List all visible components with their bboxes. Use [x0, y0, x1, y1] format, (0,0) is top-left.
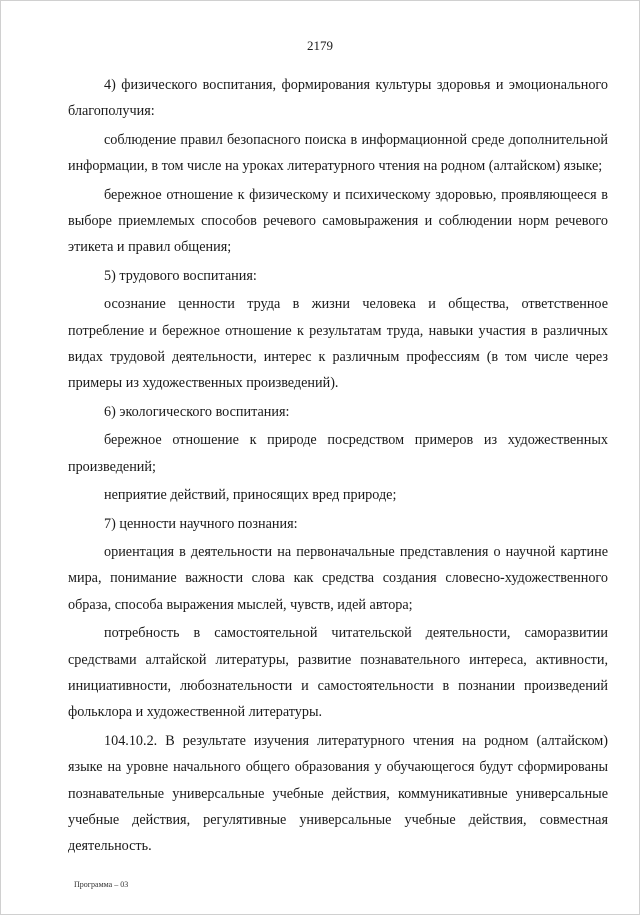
paragraph-physical-education-heading: 4) физического воспитания, формирования культуры здоровья и эмоционального благополучия:: [68, 77, 608, 120]
paragraph-nature-care: бережное отношение к природе посредством примеров из художественных произведений;: [68, 432, 608, 475]
footer-program-label: Программа – 03: [74, 880, 129, 889]
paragraph-no-harm: неприятие действий, приносящих вред природе;: [104, 487, 397, 504]
paragraph-labor-education-heading: 5) трудового воспитания:: [104, 267, 257, 284]
paragraph-104-10-2: 104.10.2. В результате изучения литературного чтения на родном (алтайском) языке на уровне начального общего образования у обучающегося будут сформированы познавательные универсальные учебные действия, коммуникативные универсальные учебные действия, регулятивные универсальные учебные действия, совместная деятельность.: [68, 732, 608, 855]
paragraph-science-orientation: ориентация в деятельности на первоначальные представления о научной картине мира, понимание важности слова как средства создания словесно-художественного образа, способа выражения мыслей, чувств, идей автора;: [68, 543, 608, 613]
paragraph-reading-need: потребность в самостоятельной читательской деятельности, саморазвитии средствами алтайской литературы, развитие познавательного интереса, активности, инициативности, любознательности и самостоятельности в познании произведений фольклора и художественной литературы.: [68, 625, 608, 721]
paragraph-health-care: бережное отношение к физическому и психическому здоровью, проявляющееся в выборе приемлемых способов речевого самовыражения и соблюдении норм речевого этикета и правил общения;: [68, 186, 608, 256]
paragraph-safe-search: соблюдение правил безопасного поиска в информационной среде дополнительной информации, в том числе на уроках литературного чтения на родном (алтайском) языке;: [68, 131, 608, 175]
paragraph-science-heading: 7) ценности научного познания:: [104, 515, 298, 532]
page-number: 2179: [307, 38, 333, 53]
paragraph-ecology-heading: 6) экологического воспитания:: [104, 403, 290, 420]
document-body: [68, 72, 608, 860]
paragraph-labor-value: осознание ценности труда в жизни человека и общества, ответственное потребление и бережное отношение к результатам труда, навыки участия в различных видах трудовой деятельности, интерес к различным профессиям (в том числе через примеры из художественных произведений).: [68, 296, 608, 392]
